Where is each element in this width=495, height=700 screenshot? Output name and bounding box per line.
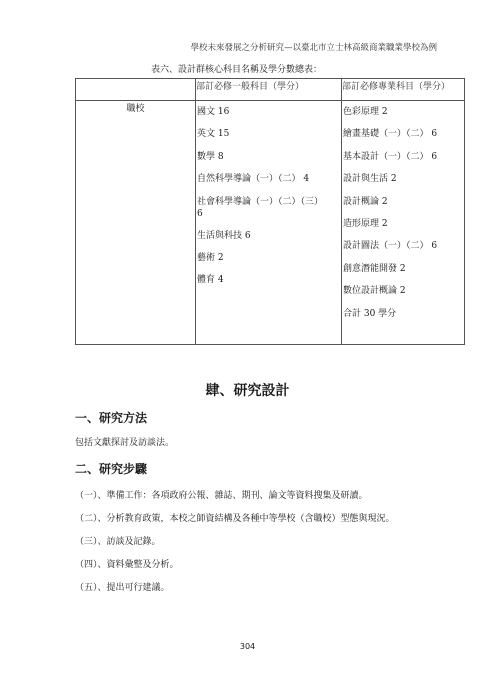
- general-subject-item: 數學 8: [197, 151, 224, 162]
- step-item: （二）、分析教育政策，本校之師資結構及各種中等學校（含職校）型態與現況。: [75, 514, 395, 524]
- step-item: （五）、提出可行建議。: [75, 583, 170, 593]
- general-subjects-cell: [196, 101, 342, 345]
- table-row: [76, 101, 465, 345]
- general-subject-item: 英文 15: [197, 129, 230, 140]
- steps-heading: 二、研究步驟: [75, 462, 148, 476]
- professional-subject-total: 合計 30 學分: [343, 308, 397, 319]
- step-item: （三）、訪談及記錄。: [75, 537, 161, 547]
- professional-subject-item: 基本設計（一）（二） 6: [343, 151, 438, 162]
- professional-subject-item: 造形原理 2: [343, 219, 388, 230]
- professional-subject-item: 設計概論 2: [343, 196, 388, 207]
- professional-subject-item: 數位設計概論 2: [343, 286, 406, 297]
- course-table: [75, 78, 465, 345]
- methods-heading: 一、研究方法: [75, 411, 148, 425]
- running-head: 學校未來發展之分析研究—以臺北市立士林高級商業職業學校為例: [190, 43, 437, 53]
- step-item: （四）、資料彙整及分析。: [75, 560, 179, 570]
- header-cell-school: [76, 79, 196, 101]
- header-cell-professional: 部訂必修專業科目（學分）: [342, 79, 465, 101]
- methods-text: 包括文獻探討及訪談法。: [75, 438, 175, 448]
- general-subject-item: 藝術 2: [197, 253, 224, 264]
- professional-subject-item: 設計圖法（一）（二） 6: [343, 241, 438, 252]
- general-subject-item: 6: [197, 208, 203, 219]
- professional-subject-item: 繪畫基礎（一）（二） 6: [343, 129, 438, 140]
- general-subject-item: 國文 16: [197, 107, 230, 117]
- professional-subject-item: 創意潛能開發 2: [343, 263, 406, 274]
- general-subject-item: 體育 4: [197, 275, 224, 286]
- page-number: 304: [239, 642, 256, 651]
- header-cell-general: 部訂必修一般科目（學分）: [196, 79, 342, 101]
- professional-subjects-cell: [342, 101, 465, 345]
- professional-subject-item: 設計與生活 2: [343, 174, 397, 185]
- general-subject-item: 自然科學導論（一）（二） 4: [197, 174, 310, 185]
- table-header-row: [76, 79, 465, 101]
- school-type-cell: 職校: [76, 101, 196, 345]
- general-subject-item: 生活與科技 6: [197, 230, 251, 241]
- section-title: 肆、研究設計: [205, 383, 290, 399]
- general-subject-item: 社會科學導論（一）（二）（三）: [197, 196, 324, 207]
- step-item: （一）、準備工作：各項政府公報、雜誌、期刊、論文等資料搜集及研讀。: [75, 491, 368, 501]
- table-caption: 表六、設計群核心科目名稱及學分數總表：: [151, 65, 323, 75]
- professional-subject-item: 色彩原理 2: [343, 107, 388, 117]
